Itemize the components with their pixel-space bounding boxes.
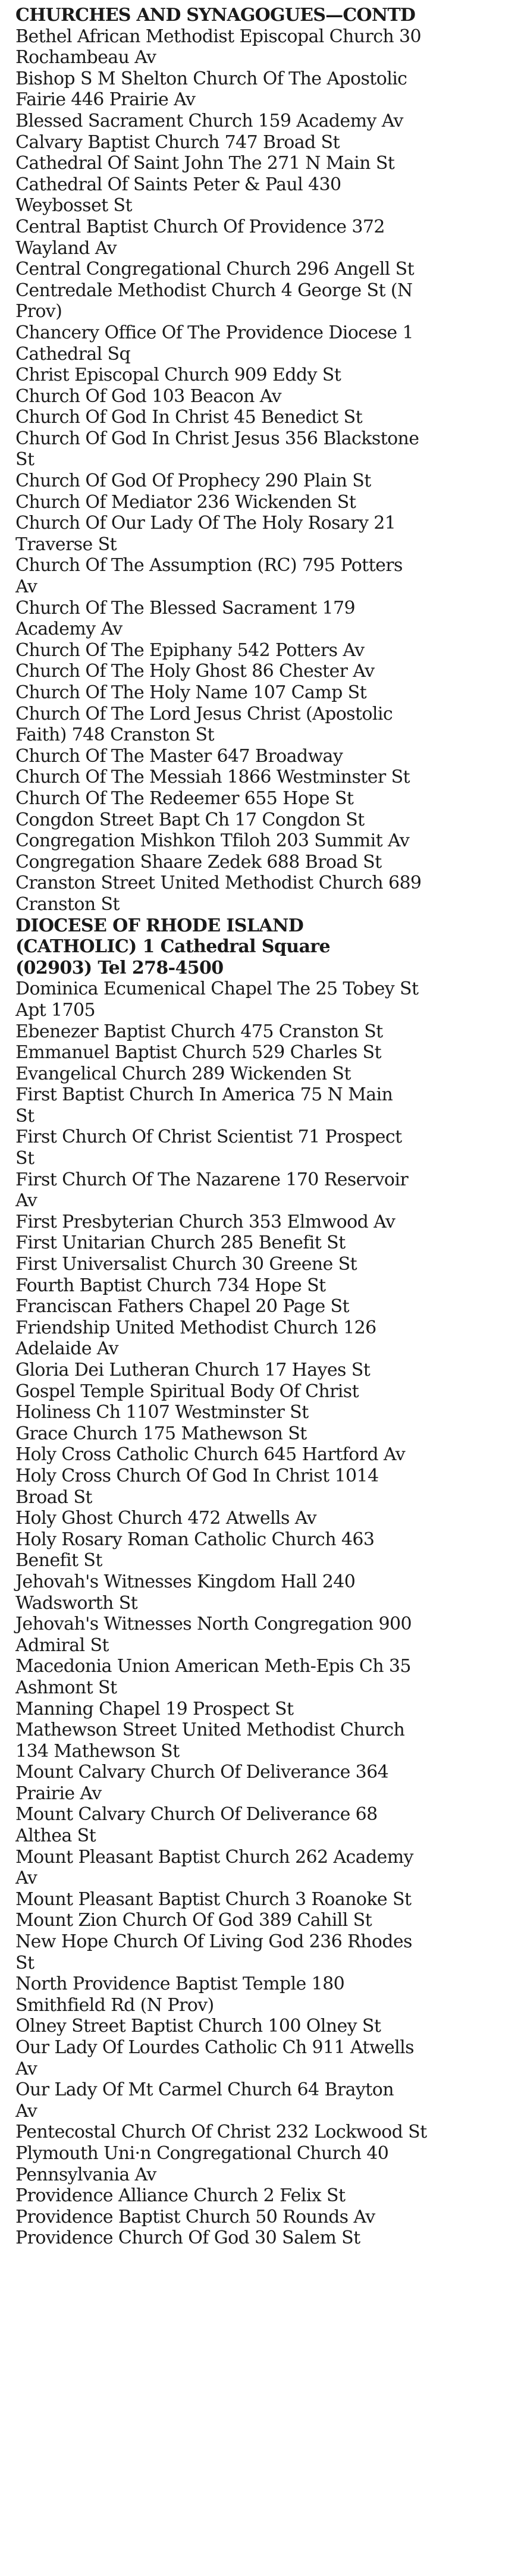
listing-line: Church Of The Master 647 Broadway bbox=[15, 745, 343, 767]
church-listing bbox=[15, 322, 519, 365]
listing-continuation: Av bbox=[15, 2058, 37, 2079]
listing-continuation: Cranston St bbox=[15, 893, 120, 915]
church-listing bbox=[15, 661, 519, 682]
listing-continuation: Wayland Av bbox=[15, 237, 117, 259]
listing-line: Providence Church Of God 30 Salem St bbox=[15, 2227, 360, 2249]
section-heading: CHURCHES AND SYNAGOGUES—CONTD bbox=[15, 5, 416, 26]
church-listing bbox=[15, 513, 519, 555]
listing-continuation: Wadsworth St bbox=[15, 1592, 138, 1614]
listing-line: Plymouth Uni·n Congregational Church 40 bbox=[15, 2142, 389, 2164]
church-listing bbox=[15, 1614, 519, 1656]
listing-list bbox=[15, 26, 519, 2249]
listing-line: Dominica Ecumenical Chapel The 25 Tobey St bbox=[15, 978, 419, 1000]
church-listing bbox=[15, 1656, 519, 1698]
church-listing bbox=[15, 809, 519, 831]
church-listing bbox=[15, 1444, 519, 1466]
church-listing bbox=[15, 2037, 519, 2079]
listing-line: Pentecostal Church Of Christ 232 Lockwood St bbox=[15, 2122, 427, 2143]
church-listing bbox=[15, 852, 519, 873]
diocese-listing bbox=[15, 915, 519, 979]
church-listing bbox=[15, 2016, 519, 2037]
church-listing bbox=[15, 1317, 519, 1360]
listing-continuation: Prov) bbox=[15, 301, 62, 322]
listing-line: Grace Church 175 Mathewson St bbox=[15, 1423, 307, 1444]
listing-continuation: Cathedral Sq bbox=[15, 343, 131, 365]
listing-line: Church Of Mediator 236 Wickenden St bbox=[15, 491, 356, 513]
church-listing bbox=[15, 1127, 519, 1169]
church-listing bbox=[15, 2122, 519, 2143]
listing-continuation: Av bbox=[15, 576, 37, 598]
listing-line: Mount Pleasant Baptist Church 262 Academy bbox=[15, 1846, 413, 1868]
church-listing bbox=[15, 1466, 519, 1508]
listing-continuation: Av bbox=[15, 1190, 37, 1212]
listing-continuation: St bbox=[15, 449, 34, 470]
church-listing bbox=[15, 26, 519, 68]
directory-page bbox=[15, 5, 519, 2249]
church-listing bbox=[15, 1931, 519, 1973]
church-listing bbox=[15, 1275, 519, 1297]
church-listing bbox=[15, 555, 519, 597]
church-listing bbox=[15, 470, 519, 492]
church-listing bbox=[15, 1381, 519, 1423]
listing-line: Our Lady Of Mt Carmel Church 64 Brayton bbox=[15, 2079, 394, 2101]
listing-line: Gospel Temple Spiritual Body Of Christ bbox=[15, 1380, 359, 1402]
listing-line: Church Of God Of Prophecy 290 Plain St bbox=[15, 470, 371, 492]
church-listing bbox=[15, 1804, 519, 1846]
church-listing bbox=[15, 132, 519, 153]
church-listing bbox=[15, 704, 519, 746]
listing-line: Church Of God 103 Beacon Av bbox=[15, 385, 281, 407]
listing-continuation: St bbox=[15, 1148, 34, 1169]
listing-line: Olney Street Baptist Church 100 Olney St bbox=[15, 2016, 381, 2037]
listing-line: Mount Pleasant Baptist Church 3 Roanoke St bbox=[15, 1888, 412, 1910]
church-listing bbox=[15, 978, 519, 1021]
church-listing bbox=[15, 259, 519, 280]
listing-line: Congregation Shaare Zedek 688 Broad St bbox=[15, 851, 382, 873]
church-listing bbox=[15, 1169, 519, 1212]
listing-line: First Baptist Church In America 75 N Main bbox=[15, 1084, 393, 1106]
church-listing bbox=[15, 1762, 519, 1804]
church-listing bbox=[15, 767, 519, 788]
church-listing bbox=[15, 2227, 519, 2249]
listing-line: Macedonia Union American Meth-Epis Ch 35 bbox=[15, 1656, 411, 1677]
listing-line: Christ Episcopal Church 909 Eddy St bbox=[15, 365, 341, 386]
listing-continuation: Admiral St bbox=[15, 1634, 109, 1656]
church-listing bbox=[15, 111, 519, 132]
church-listing bbox=[15, 1360, 519, 1381]
listing-continuation: Broad St bbox=[15, 1486, 92, 1508]
church-listing bbox=[15, 1699, 519, 1720]
listing-line: New Hope Church Of Living God 236 Rhodes bbox=[15, 1931, 412, 1953]
listing-continuation: Fairie 446 Prairie Av bbox=[15, 89, 196, 111]
church-listing bbox=[15, 217, 519, 259]
listing-line: Church Of The Blessed Sacrament 179 bbox=[15, 597, 355, 619]
listing-continuation: Weybosset St bbox=[15, 195, 132, 217]
church-listing bbox=[15, 1084, 519, 1127]
listing-continuation: Benefit St bbox=[15, 1550, 102, 1571]
listing-line: First Presbyterian Church 353 Elmwood Av bbox=[15, 1211, 396, 1232]
listing-continuation: Traverse St bbox=[15, 534, 117, 555]
church-listing bbox=[15, 2143, 519, 2185]
church-listing bbox=[15, 492, 519, 513]
listing-continuation: Apt 1705 bbox=[15, 999, 96, 1021]
listing-line: Blessed Sacrament Church 159 Academy Av bbox=[15, 110, 403, 131]
listing-continuation: Adelaide Av bbox=[15, 1338, 118, 1360]
listing-line: Central Baptist Church Of Providence 372 bbox=[15, 216, 385, 237]
listing-continuation: (CATHOLIC) 1 Cathedral Square bbox=[15, 936, 330, 958]
church-listing bbox=[15, 1889, 519, 1910]
church-listing bbox=[15, 682, 519, 704]
listing-line: Congdon Street Bapt Ch 17 Congdon St bbox=[15, 809, 365, 830]
listing-line: Bishop S M Shelton Church Of The Apostolic bbox=[15, 68, 407, 89]
church-listing bbox=[15, 174, 519, 217]
church-listing bbox=[15, 1571, 519, 1614]
church-listing bbox=[15, 873, 519, 915]
listing-line: DIOCESE OF RHODE ISLAND bbox=[15, 915, 304, 936]
listing-line: Providence Baptist Church 50 Rounds Av bbox=[15, 2206, 375, 2227]
church-listing bbox=[15, 153, 519, 174]
church-listing bbox=[15, 1910, 519, 1931]
listing-line: Calvary Baptist Church 747 Broad St bbox=[15, 131, 340, 153]
church-listing bbox=[15, 1508, 519, 1529]
listing-line: Evangelical Church 289 Wickenden St bbox=[15, 1063, 351, 1084]
listing-line: Manning Chapel 19 Prospect St bbox=[15, 1698, 294, 1720]
church-listing bbox=[15, 407, 519, 428]
listing-line: Church Of The Messiah 1866 Westminster St bbox=[15, 767, 410, 788]
church-listing bbox=[15, 788, 519, 809]
listing-continuation: Av bbox=[15, 1868, 37, 1889]
listing-line: First Church Of Christ Scientist 71 Prospect bbox=[15, 1127, 402, 1148]
listing-line: Providence Alliance Church 2 Felix St bbox=[15, 2185, 346, 2207]
church-listing bbox=[15, 830, 519, 852]
listing-line: Holy Ghost Church 472 Atwells Av bbox=[15, 1508, 316, 1529]
church-listing bbox=[15, 1212, 519, 1233]
listing-line: Jehovah's Witnesses Kingdom Hall 240 bbox=[15, 1571, 356, 1592]
listing-line: Church Of The Redeemer 655 Hope St bbox=[15, 787, 354, 809]
church-listing bbox=[15, 1042, 519, 1063]
listing-line: Mathewson Street United Methodist Church bbox=[15, 1720, 405, 1741]
listing-line: Church Of The Epiphany 542 Potters Av bbox=[15, 639, 365, 661]
listing-continuation: Ashmont St bbox=[15, 1677, 117, 1698]
church-listing bbox=[15, 1254, 519, 1275]
listing-line: Our Lady Of Lourdes Catholic Ch 911 Atwells bbox=[15, 2037, 414, 2058]
church-listing bbox=[15, 1232, 519, 1254]
listing-line: Church Of The Holy Name 107 Camp St bbox=[15, 682, 367, 703]
listing-continuation: Rochambeau Av bbox=[15, 47, 156, 68]
church-listing bbox=[15, 2079, 519, 2122]
church-listing bbox=[15, 1529, 519, 1571]
listing-continuation: Academy Av bbox=[15, 619, 123, 640]
listing-continuation: Althea St bbox=[15, 1825, 96, 1847]
church-listing bbox=[15, 1423, 519, 1445]
listing-line: Holy Cross Catholic Church 645 Hartford Av bbox=[15, 1444, 406, 1466]
church-listing bbox=[15, 746, 519, 767]
church-listing bbox=[15, 2185, 519, 2207]
listing-line: Fourth Baptist Church 734 Hope St bbox=[15, 1275, 326, 1296]
listing-line: First Unitarian Church 285 Benefit St bbox=[15, 1232, 346, 1254]
listing-line: Friendship United Methodist Church 126 bbox=[15, 1317, 376, 1338]
church-listing bbox=[15, 1296, 519, 1317]
listing-line: Gloria Dei Lutheran Church 17 Hayes St bbox=[15, 1360, 371, 1380]
church-listing bbox=[15, 280, 519, 322]
listing-line: Church Of God In Christ Jesus 356 Blackstone bbox=[15, 428, 419, 449]
church-listing bbox=[15, 1973, 519, 2016]
listing-continuation: Faith) 748 Cranston St bbox=[15, 724, 214, 746]
listing-line: Mount Calvary Church Of Deliverance 364 bbox=[15, 1762, 389, 1783]
church-listing bbox=[15, 1847, 519, 1889]
listing-continuation: Holiness Ch 1107 Westminster St bbox=[15, 1402, 309, 1423]
church-listing bbox=[15, 1063, 519, 1085]
listing-line: Church Of The Holy Ghost 86 Chester Av bbox=[15, 661, 375, 682]
church-listing bbox=[15, 68, 519, 111]
listing-continuation: (02903) Tel 278-4500 bbox=[15, 957, 224, 978]
listing-line: Franciscan Fathers Chapel 20 Page St bbox=[15, 1296, 349, 1317]
church-listing bbox=[15, 386, 519, 407]
listing-line: Ebenezer Baptist Church 475 Cranston St bbox=[15, 1021, 383, 1042]
listing-line: Congregation Mishkon Tfiloh 203 Summit Av bbox=[15, 830, 410, 852]
church-listing bbox=[15, 598, 519, 640]
listing-line: First Church Of The Nazarene 170 Reservoir bbox=[15, 1169, 409, 1190]
listing-line: Mount Zion Church Of God 389 Cahill St bbox=[15, 1910, 372, 1931]
listing-line: Church Of God In Christ 45 Benedict St bbox=[15, 407, 363, 428]
listing-line: North Providence Baptist Temple 180 bbox=[15, 1973, 345, 1995]
church-listing bbox=[15, 1720, 519, 1762]
listing-line: Cranston Street United Methodist Church 689 bbox=[15, 873, 422, 894]
church-listing bbox=[15, 1021, 519, 1043]
listing-continuation: Prairie Av bbox=[15, 1783, 102, 1804]
church-listing bbox=[15, 428, 519, 470]
listing-line: Church Of The Assumption (RC) 795 Potters bbox=[15, 555, 403, 576]
listing-line: Jehovah's Witnesses North Congregation 900 bbox=[15, 1614, 412, 1635]
listing-continuation: Smithfield Rd (N Prov) bbox=[15, 1994, 214, 2016]
listing-continuation: Pennsylvania Av bbox=[15, 2164, 156, 2185]
listing-line: Centredale Methodist Church 4 George St (N bbox=[15, 280, 413, 301]
listing-line: Holy Rosary Roman Catholic Church 463 bbox=[15, 1529, 375, 1550]
listing-line: Cathedral Of Saints Peter & Paul 430 bbox=[15, 174, 341, 195]
listing-continuation: St bbox=[15, 1952, 34, 1973]
listing-line: Church Of Our Lady Of The Holy Rosary 21 bbox=[15, 513, 396, 534]
listing-line: Central Congregational Church 296 Angell St bbox=[15, 259, 415, 280]
church-listing bbox=[15, 365, 519, 386]
church-listing bbox=[15, 640, 519, 661]
listing-line: Bethel African Methodist Episcopal Church 30 bbox=[15, 26, 422, 47]
church-listing bbox=[15, 2207, 519, 2228]
listing-line: Mount Calvary Church Of Deliverance 68 bbox=[15, 1804, 378, 1825]
listing-line: Holy Cross Church Of God In Christ 1014 bbox=[15, 1465, 379, 1486]
listing-continuation: 134 Mathewson St bbox=[15, 1740, 180, 1762]
listing-continuation: Av bbox=[15, 2100, 37, 2122]
listing-line: Chancery Office Of The Providence Diocese 1 bbox=[15, 322, 413, 343]
listing-line: Cathedral Of Saint John The 271 N Main St bbox=[15, 153, 395, 174]
listing-line: Church Of The Lord Jesus Christ (Apostolic bbox=[15, 703, 393, 724]
listing-continuation: St bbox=[15, 1105, 34, 1127]
listing-line: First Universalist Church 30 Greene St bbox=[15, 1254, 357, 1275]
listing-line: Emmanuel Baptist Church 529 Charles St bbox=[15, 1042, 381, 1063]
